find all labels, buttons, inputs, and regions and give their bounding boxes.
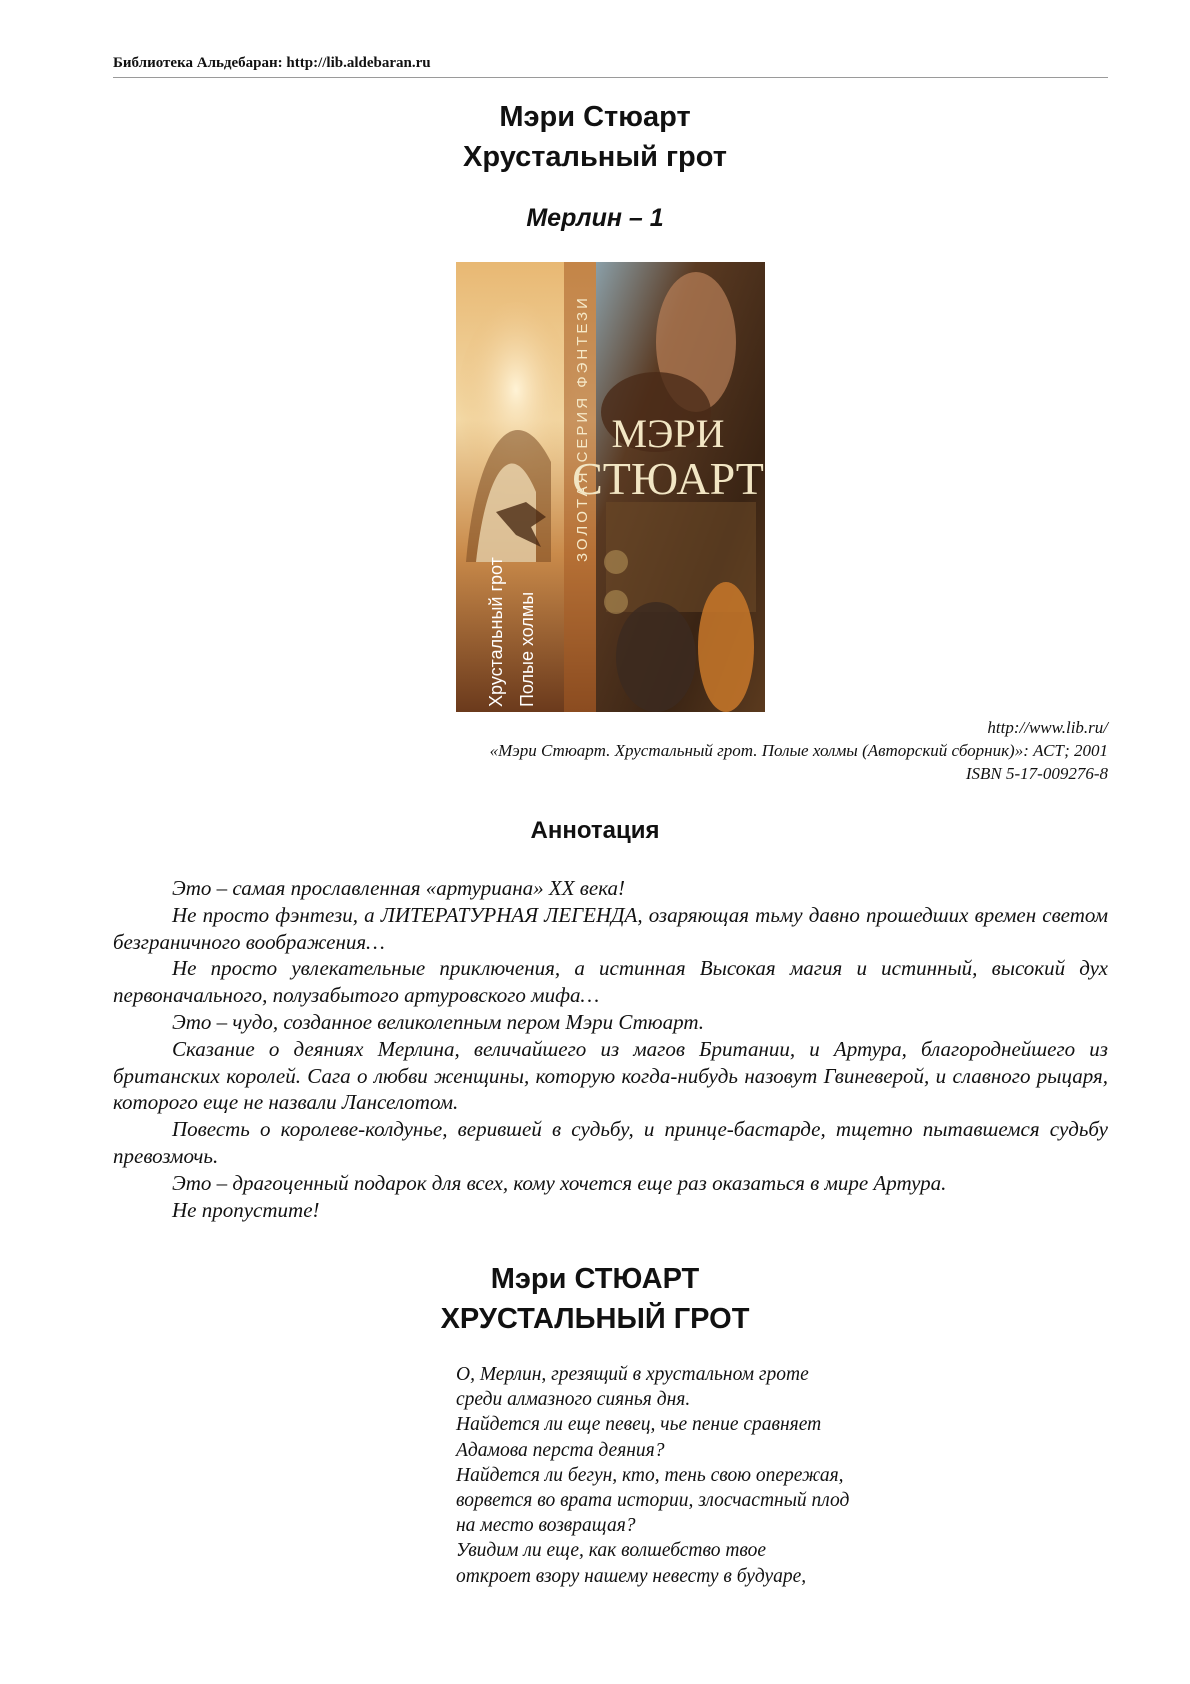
- poem-line: Найдется ли еще певец, чье пение сравняет: [456, 1414, 822, 1436]
- annotation-paragraph: Не просто фэнтези, а ЛИТЕРАТУРНАЯ ЛЕГЕНДА, озаряющая тьму давно прошедших времен светом безграничного воображения…: [113, 902, 1108, 954]
- header-divider: [113, 77, 1108, 78]
- annotation-paragraph: Не пропустите!: [172, 1197, 320, 1222]
- annotation-paragraph: Повесть о королеве-колдунье, верившей в судьбу, и принце-бастарде, тщетно пытавшемся судьбу превозмочь.: [113, 1117, 1108, 1168]
- annotation-paragraph: Это – драгоценный подарок для всех, кому хочется еще раз оказаться в мире Артура.: [172, 1170, 947, 1195]
- cover-title-2: Полые холмы: [517, 591, 537, 707]
- annotation-paragraph: Это – чудо, созданное великолепным пером Мэри Стюарт.: [172, 1009, 704, 1034]
- poem-line: О, Мерлин, грезящий в хрустальном гроте: [456, 1364, 809, 1385]
- annotation-heading: Аннотация: [530, 817, 660, 844]
- source-url: http://www.lib.ru/: [987, 718, 1108, 737]
- poem-line: откроет взору нашему невесту в будуаре,: [456, 1565, 807, 1587]
- poem-line: на место возвращая?: [456, 1515, 636, 1537]
- poem-line: Адамова перста деяния?: [456, 1439, 665, 1461]
- book-series: Мерлин – 1: [526, 204, 664, 232]
- library-header: Библиотека Альдебаран: http://lib.aldebaran.ru: [113, 55, 431, 71]
- cover-series-text: ЗОЛОТАЯ СЕРИЯ ФЭНТЕЗИ: [574, 295, 591, 562]
- book-title: Хрустальный грот: [463, 141, 727, 173]
- poem-line: среди алмазного сиянья дня.: [456, 1389, 691, 1411]
- annotation-paragraph: Это – самая прославленная «артуриана» XX века!: [172, 876, 626, 900]
- annotation-paragraph: Сказание о деяниях Мерлина, величайшего из магов Британии, и Артура, благороднейшего из британских королей. Сага о любви женщины, которую когда-нибудь назовут Гвиневерой, и славного рыцаря, которого еще не назвали Ланселотом.: [113, 1036, 1108, 1115]
- edition-info: «Мэри Стюарт. Хрустальный грот. Полые холмы (Авторский сборник)»: АСТ; 2001: [489, 741, 1108, 760]
- section-title: ХРУСТАЛЬНЫЙ ГРОТ: [440, 1303, 750, 1335]
- section-author: Мэри СТЮАРТ: [490, 1263, 700, 1295]
- book-cover-image: [456, 262, 765, 712]
- cover-title-1: Хрустальный грот: [486, 557, 506, 707]
- isbn: ISBN 5-17-009276-8: [965, 764, 1108, 783]
- poem-line: ворвется во врата истории, злосчастный плод: [456, 1490, 850, 1512]
- cover-author-line2: СТЮАРТ: [572, 453, 764, 504]
- annotation-paragraph: Не просто увлекательные приключения, а истинная Высокая магия и истинный, высокий дух первоначального, полузабытого артуровского мифа…: [113, 956, 1108, 1008]
- annotation-body: [113, 875, 1108, 1223]
- epigraph-poem: [456, 1362, 1016, 1589]
- book-cover-art: [456, 262, 765, 712]
- book-author: Мэри Стюарт: [499, 101, 691, 133]
- poem-line: Увидим ли еще, как волшебство твое: [456, 1540, 767, 1562]
- cover-author-line1: МЭРИ: [611, 411, 725, 456]
- poem-line: Найдется ли бегун, кто, тень свою опережая,: [456, 1464, 844, 1486]
